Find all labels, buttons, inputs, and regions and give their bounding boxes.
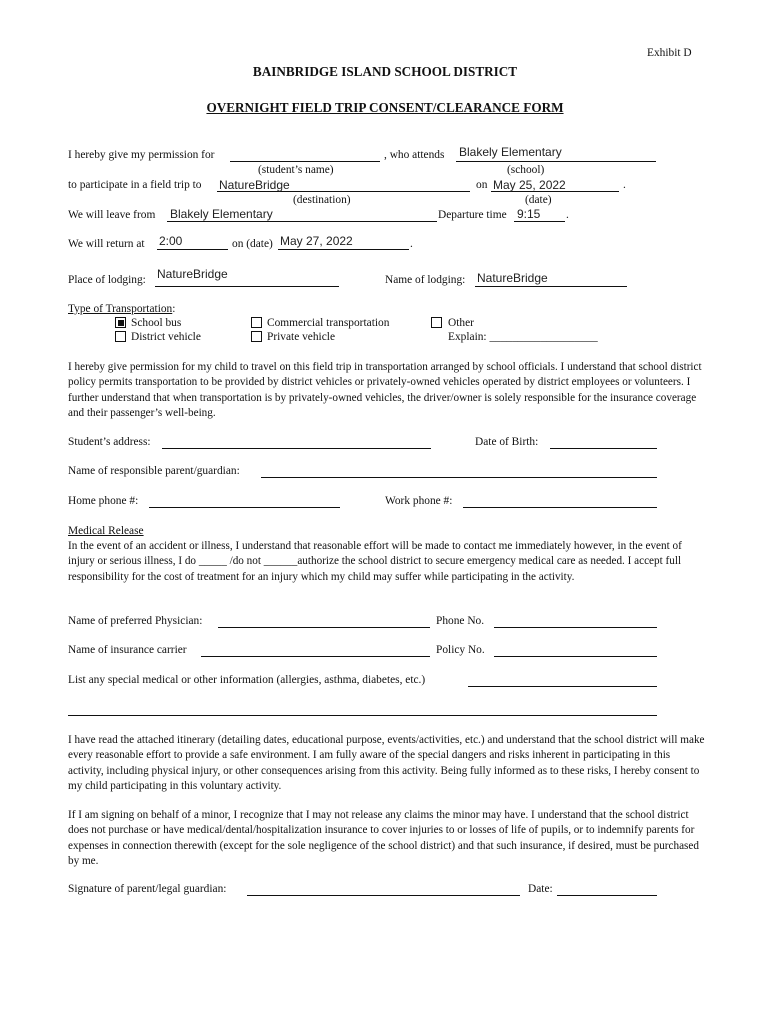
destination-caption: (destination) xyxy=(293,194,351,206)
permission-paragraph: I hereby give permission for my child to travel on this field trip in transportation arranged by school officials. I understand that school district policy permits transportation to be provided by district vehicles or privately-owned vehicles operated by district employees or volunteers. I further understand that when transportation is by privately-owned vehicles, the driver/owner is solely responsible for the insurance coverage and their passenger’s well-being. xyxy=(68,361,702,419)
student-caption: (student’s name) xyxy=(258,164,334,176)
dob-label: Date of Birth: xyxy=(475,436,539,448)
other-checkbox[interactable] xyxy=(431,317,442,328)
private-vehicle-label: Private vehicle xyxy=(267,331,335,343)
district-vehicle-checkbox[interactable] xyxy=(115,331,126,342)
school-field[interactable] xyxy=(456,161,656,162)
on-label: on xyxy=(476,179,488,191)
insurance-field[interactable] xyxy=(201,656,430,657)
school-bus-label: School bus xyxy=(131,317,182,329)
school-value: Blakely Elementary xyxy=(459,145,562,159)
date-caption: (date) xyxy=(525,194,552,206)
commercial-checkbox[interactable] xyxy=(251,317,262,328)
school-caption: (school) xyxy=(507,164,545,176)
departure-label: Departure time xyxy=(438,209,507,221)
explain-field[interactable]: Explain: ___________________ xyxy=(448,331,598,343)
itinerary-paragraph: I have read the attached itinerary (detailing dates, educational purpose, events/activities, etc.) and understand that the school district will make every reasonable effort to provide a safe environment. I am fully aware of the special dangers and risks inherent in participating in this activity, including physical injury, or other consequences arising from this activity. Being fully informed as to these risks, I hereby consent to my child participating in this voluntary activity. xyxy=(68,734,705,792)
medical-heading: Medical Release xyxy=(68,525,144,537)
special-info-field-2[interactable] xyxy=(68,715,657,716)
leave-lead: We will leave from xyxy=(68,209,156,221)
trip-lead: to participate in a field trip to xyxy=(68,179,202,191)
school-bus-checkbox[interactable] xyxy=(115,317,126,328)
address-label: Student’s address: xyxy=(68,436,151,448)
form-title: OVERNIGHT FIELD TRIP CONSENT/CLEARANCE FORM xyxy=(206,100,564,115)
student-name-field[interactable] xyxy=(230,161,380,162)
name-lodging-label: Name of lodging: xyxy=(385,274,466,286)
destination-value: NatureBridge xyxy=(219,178,290,192)
return-time-field[interactable] xyxy=(157,249,228,250)
physician-phone-field[interactable] xyxy=(494,627,657,628)
signature-field[interactable] xyxy=(247,895,520,896)
on-date-label: on (date) xyxy=(232,238,273,250)
private-vehicle-checkbox[interactable] xyxy=(251,331,262,342)
transport-heading: Type of Transportation: xyxy=(68,303,176,315)
dob-field[interactable] xyxy=(550,448,657,449)
return-date-field[interactable] xyxy=(278,249,409,250)
policy-label: Policy No. xyxy=(436,644,485,656)
work-phone-label: Work phone #: xyxy=(385,495,453,507)
return-date-value: May 27, 2022 xyxy=(280,234,353,248)
other-label: Other xyxy=(448,317,474,329)
special-info-field[interactable] xyxy=(468,686,657,687)
work-phone-field[interactable] xyxy=(463,507,657,508)
insurance-label: Name of insurance carrier xyxy=(68,644,187,656)
district-name: BAINBRIDGE ISLAND SCHOOL DISTRICT xyxy=(252,64,518,79)
physician-phone-label: Phone No. xyxy=(436,615,485,627)
trip-date-value: May 25, 2022 xyxy=(493,178,566,192)
leave-from-value: Blakely Elementary xyxy=(170,207,273,221)
place-lodging-field[interactable] xyxy=(155,286,339,287)
permission-lead: I hereby give my permission for xyxy=(68,149,215,161)
signature-date-field[interactable] xyxy=(557,895,657,896)
guardian-label: Name of responsible parent/guardian: xyxy=(68,465,240,477)
special-info-label: List any special medical or other information (allergies, asthma, diabetes, etc.) xyxy=(68,674,426,686)
attends-label: , who attends xyxy=(384,149,445,161)
departure-time-field[interactable] xyxy=(514,221,565,222)
guardian-field[interactable] xyxy=(261,477,657,478)
physician-label: Name of preferred Physician: xyxy=(68,615,203,627)
physician-field[interactable] xyxy=(218,627,430,628)
place-lodging-value: NatureBridge xyxy=(157,267,228,281)
address-field[interactable] xyxy=(162,448,431,449)
return-lead: We will return at xyxy=(68,238,145,250)
departure-time-value: 9:15 xyxy=(517,207,541,221)
exhibit-label: Exhibit D xyxy=(647,47,692,59)
commercial-label: Commercial transportation xyxy=(267,317,390,329)
home-phone-field[interactable] xyxy=(149,507,340,508)
name-lodging-value: NatureBridge xyxy=(477,271,548,285)
signature-date-label: Date: xyxy=(528,883,553,895)
district-vehicle-label: District vehicle xyxy=(131,331,201,343)
place-lodging-label: Place of lodging: xyxy=(68,274,146,286)
minor-paragraph: If I am signing on behalf of a minor, I recognize that I may not release any claims the minor may have. I understand that the school district does not purchase or have medical/dental/hospitalization insurance to cover injuries to or losses of life of pupils, or to indemnify parents for expenses in connection therewith (except for the sole negligence of the school district) and that such insurance, if desired, must be purchased by me. xyxy=(68,809,699,867)
name-lodging-field[interactable] xyxy=(475,286,627,287)
medical-paragraph: In the event of an accident or illness, I understand that reasonable effort will be made to contact me immediately however, in the event of injury or serious illness, I do _____ /do not ______authorize the school district to secure emergency medical care as needed. I accept full responsibility for the cost of treatment for an injury which my child may suffer while participating in the activity. xyxy=(68,540,682,583)
leave-from-field[interactable] xyxy=(167,221,437,222)
return-time-value: 2:00 xyxy=(159,234,183,248)
home-phone-label: Home phone #: xyxy=(68,495,139,507)
signature-label: Signature of parent/legal guardian: xyxy=(68,883,227,895)
policy-field[interactable] xyxy=(494,656,657,657)
